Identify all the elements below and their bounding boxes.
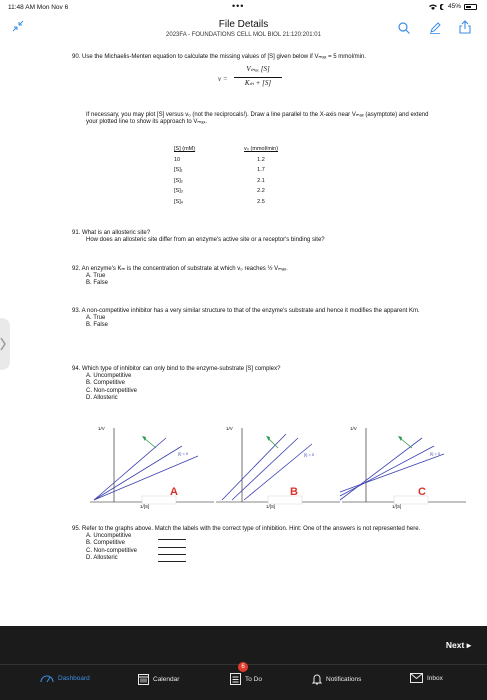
graph-a: [86, 424, 216, 509]
moon-icon: [440, 4, 445, 10]
x-axis-label: 1/[S]: [392, 504, 402, 509]
graph-label-c: C: [418, 486, 426, 498]
cell-s: 10: [174, 156, 181, 163]
y-axis-label: 1/V: [226, 426, 233, 431]
dashboard-icon: [40, 673, 54, 683]
graph-c: [338, 424, 468, 509]
table-row: [166, 188, 296, 199]
fraction-bar: [234, 77, 282, 78]
option-false[interactable]: B. False: [86, 322, 109, 329]
option-true[interactable]: A. True: [86, 315, 106, 322]
equation-numerator: Vₘₐₓ [S]: [246, 65, 270, 73]
table-row: [166, 199, 296, 210]
cell-v: 1.7: [257, 167, 265, 173]
question-94-text: 94. Which type of inhibitor can only bind to the enzyme-substrate [S] complex?: [72, 366, 281, 372]
calendar-icon: [138, 673, 149, 685]
option-allosteric[interactable]: D. Allosteric: [86, 394, 118, 401]
match-label: C. Non-competitive: [86, 547, 138, 554]
option-non-competitive[interactable]: C. Non-competitive: [86, 387, 138, 394]
next-bar: [0, 626, 487, 664]
graph-b: [212, 424, 342, 509]
next-label: Next: [445, 640, 465, 650]
file-details-header: [0, 14, 487, 46]
status-bar: [0, 0, 487, 14]
document-content: [0, 46, 487, 626]
question-90: [72, 54, 442, 61]
graph-label-a: A: [170, 486, 178, 498]
inbox-icon: [410, 673, 423, 683]
inhibitor-label: [I] = 0: [178, 451, 189, 456]
question-91-line1: 91. What is an allosteric site?: [72, 230, 151, 236]
x-axis-label: 1/[S]: [266, 504, 276, 509]
answer-blank[interactable]: [158, 556, 186, 562]
tab-label: To Do: [245, 675, 262, 683]
annotate-pen-icon[interactable]: [429, 22, 441, 34]
question-91-line2: How does an allosteric site differ from an enzyme's active site or a receptor's binding site?: [86, 237, 325, 244]
tab-label: Notifications: [326, 675, 362, 683]
inhibitor-label: [I] = 0: [430, 451, 441, 456]
question-90-instructions: If necessary, you may plot [S] versus v₀ (not the reciprocals!). Draw a line parallel to the X-axis near Vₘₐₓ (asymptote) and extend your plotted line to show its approach to Vₘₐₓ.: [86, 112, 429, 126]
share-icon[interactable]: [459, 20, 471, 34]
question-92-text: 92. An enzyme's Kₘ is the concentration of substrate at which v₀ reaches ½ Vₘₐₓ.: [72, 266, 288, 272]
cell-v: 2.1: [257, 177, 265, 184]
question-94: [72, 366, 442, 402]
tab-dashboard[interactable]: [40, 673, 90, 683]
match-label: D. Allosteric: [86, 554, 118, 561]
cell-s: [S]₂: [174, 177, 183, 184]
question-91: [72, 230, 442, 244]
cell-v: 2.2: [257, 188, 265, 194]
question-95-text: 95. Refer to the graphs above. Match the labels with the correct type of inhibition. Hint: One of the answers is not represented here.: [72, 526, 421, 532]
bell-icon: [312, 673, 322, 685]
match-competitive: [86, 540, 442, 547]
column-header-s: [S] (mM): [174, 146, 196, 152]
graph-label-b: B: [290, 486, 298, 498]
tab-notifications[interactable]: [312, 673, 361, 685]
cell-v: 2.5: [257, 198, 265, 205]
option-uncompetitive[interactable]: A. Uncompetitive: [86, 373, 132, 380]
table-row: [166, 157, 296, 168]
option-true[interactable]: A. True: [86, 273, 106, 280]
table-header: [166, 146, 296, 157]
tab-label: Dashboard: [58, 674, 90, 682]
page-title: File Details: [218, 19, 269, 30]
todo-list-icon: [230, 673, 241, 685]
search-icon[interactable]: [398, 22, 410, 34]
inhibitor-label: [I] = 0: [304, 452, 315, 457]
question-95: [72, 526, 442, 562]
x-axis-label: 1/[S]: [140, 504, 150, 509]
column-header-v: v₀ (mmol/min): [243, 146, 279, 152]
option-competitive[interactable]: B. Competitive: [86, 380, 126, 387]
cell-s: [S]₃: [174, 188, 183, 194]
tab-calendar[interactable]: [138, 673, 179, 685]
cell-v: 1.2: [257, 156, 265, 163]
todo-badge: 6: [238, 662, 248, 672]
question-93-text: 93. A non-competitive inhibitor has a very similar structure to that of the enzyme's substrate and hence it modifies the apparent Km.: [72, 308, 420, 314]
cell-s: [S]₁: [174, 167, 183, 173]
tab-label: Inbox: [427, 674, 443, 682]
option-false[interactable]: B. False: [86, 280, 109, 287]
question-92: [72, 266, 442, 288]
wifi-icon: [429, 4, 437, 10]
next-button[interactable]: Next ▸: [445, 640, 471, 650]
table-row: [166, 178, 296, 189]
match-label: B. Competitive: [86, 540, 126, 547]
match-label: A. Uncompetitive: [86, 533, 132, 540]
tab-label: Calendar: [153, 675, 180, 683]
battery-icon: [464, 4, 477, 10]
y-axis-label: 1/V: [350, 426, 357, 431]
tab-inbox[interactable]: [410, 673, 443, 683]
match-allosteric: [86, 555, 442, 562]
y-axis-label: 1/V: [98, 426, 105, 431]
tab-todo[interactable]: [230, 673, 262, 685]
equation-lhs: v =: [218, 75, 228, 83]
cell-s: [S]₄: [174, 198, 183, 205]
answer-blank[interactable]: [158, 542, 186, 548]
more-dots-icon[interactable]: •••: [232, 1, 245, 11]
match-uncompetitive: [86, 533, 442, 540]
battery-percent: 45%: [447, 3, 461, 10]
equation-denominator: Kₘ + [S]: [244, 79, 272, 87]
michaelis-menten-equation: [218, 64, 288, 98]
status-time: 11:48 AM Mon Nov 6: [8, 4, 69, 11]
table-row: [166, 167, 296, 178]
course-subtitle: 2023FA - FOUNDATIONS CELL MOL BIOL 21:120:201:01: [166, 32, 321, 38]
question-93: [72, 308, 442, 330]
status-right: [429, 3, 477, 10]
match-non-competitive: [86, 548, 442, 555]
data-table: [166, 146, 296, 209]
question-90-text: 90. Use the Michaelis-Menten equation to calculate the missing values of [S] given below if Vₘₐₓ = 5 mmol/min.: [72, 54, 366, 60]
answer-blank[interactable]: [158, 549, 186, 555]
